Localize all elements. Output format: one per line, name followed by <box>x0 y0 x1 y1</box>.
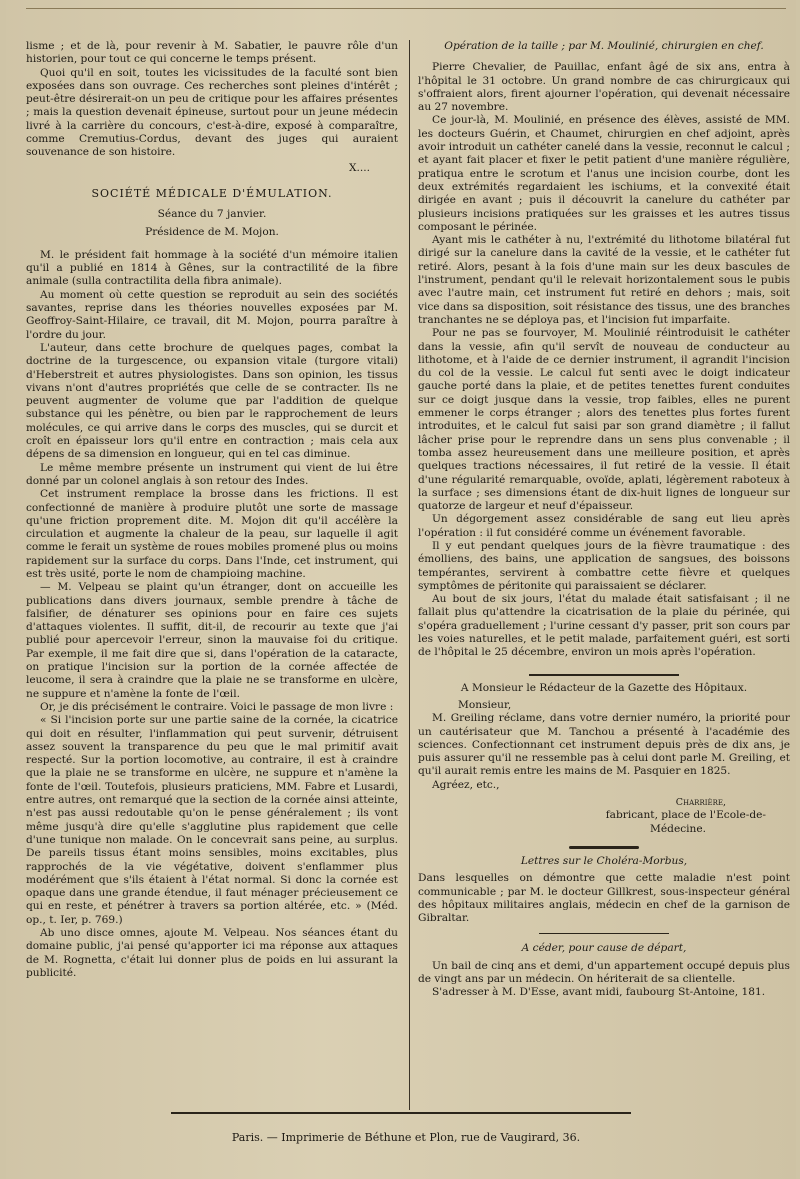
letter-body: M. Greiling réclame, dans votre dernier numéro, la priorité pour un cautérisateur que M. Tanchou a présenté à l'académie des sciences. Confectionnant cet instrument depuis près de dix ans, je puis assurer qu'il ne ressemble pas à celui dont parle M. Greiling, et qu'il aurait remis entre les mains de M. Pasquier en 1825. <box>418 712 790 778</box>
salutation: Monsieur, <box>458 698 512 711</box>
ad-address: S'adresser à M. D'Esse, avant midi, faubourg St-Antoine, 181. <box>432 986 766 999</box>
section-title: SOCIÉTÉ MÉDICALE D'ÉMULATION. <box>91 186 333 200</box>
paragraph: Quoi qu'il en soit, toutes les vicissitudes de la faculté sont bien exposées dans son ouvrage. Ces recherches sont pleines d'intérêt ; peut-être désirerait-on un peu de critique pour les affaires présentes ; mais la question devenait épineuse, surtout pour un jeune médecin livré à la carrière du concours, c'est-à-dire, exposé à comparaître, comme Cremutius-Cordus, devant des juges qui auraient souvenance de son histoire. <box>26 66 398 159</box>
section-rule <box>539 933 669 934</box>
paragraph: Il y eut pendant quelques jours de la fièvre traumatique : des émolliens, des bains, une application de sangsues, des boissons tempérantes, servirent à combattre cette fièvre et quelques symptômes de péritonite qui paraissaient se déclarer. <box>418 539 790 592</box>
paragraph: M. le président fait hommage à la société d'un mémoire italien qu'il a publié en 1814 à Gênes, sur la contractilité de la fibre animale (sulla contractilita della fibra animale). <box>26 248 398 288</box>
paragraph: Or, je dis précisément le contraire. Voici le passage de mon livre : <box>40 700 394 713</box>
signer-name: Charrière, <box>675 797 726 809</box>
paragraph: Pour ne pas se fourvoyer, M. Moulinié réintroduisit le cathéter dans la vessie, afin qu'il servît de nouveau de conducteur au lithotome, et à l'aide de ce dernier instrument, il agrandit l'incision du col de la vessie. Le calcul fut senti avec le doigt indicateur gauche porté dans la plaie, et de petites tenettes furent conduites sur ce doigt jusque dans la vessie, trop faibles, elles ne purent emmener le corps étranger ; alors des tenettes plus fortes furent introduites, et le calcul fut saisi par son grand diamètre ; il fallut lâcher prise pour le reprendre dans un sens plus convenable ; il tomba assez heureusement dans une meilleure position, et après quelques tractions nécessaires, il fut retiré de la vessie. Il était d'une régularité remarquable, ovoïde, aplati, légèrement raboteux à la surface ; ses dimensions étant de dix-huit lignes de longueur sur quatorze de largeur et neuf d'épaisseur. <box>418 327 790 513</box>
paragraph: Ce jour-là, M. Moulinié, en présence des élèves, assisté de MM. les docteurs Guérin, et Chaumet, chirurgien en chef adjoint, après avoir introduit un cathéter canelé dans la vessie, reconnut le calcul ; et ayant fait placer et fixer le petit patient d'une manière régulière, pratiqua entre le scrotum et l'anus une incision courbe, dont les deux extrémités regardaient les ischiums, et la convexité était dirigée en avant ; puis il découvrit la canelure du cathéter par plusieurs incisions pratiquées sur les graisses et les autres tissus composant le périnée. <box>418 114 790 233</box>
paragraph: Au moment où cette question se reproduit au sein des sociétés savantes, reprise dans les théories nouvelles exposées par M. Geoffroy-Saint-Hilaire, ce travail, dit M. Mojon, pourra paraître à l'ordre du jour. <box>26 288 398 341</box>
article-title: Opération de la taille ; par M. Moulinié, chirurgien en chef. <box>444 40 764 52</box>
closing: Agréez, etc., <box>432 778 500 791</box>
author-signature: X.... <box>348 161 370 174</box>
imprint-footer: Paris. — Imprimerie de Béthune et Plon, rue de Vaugirard, 36. <box>231 1131 581 1144</box>
paragraph: Un dégorgement assez considérable de sang eut lieu après l'opération : il fut considéré comme un événement favorable. <box>418 513 790 539</box>
paragraph: Ayant mis le cathéter à nu, l'extrémité du lithotome bilatéral fut dirigé sur la canelure dans la cavité de la vessie, et le cathéter fut retiré. Alors, pesant à la fois d'une main sur les deux bascules de l'instrument, pendant qu'il le relevait horizontalement sous le pubis avec l'autre main, cet instrument fut retiré en dehors ; mais, soit vice dans sa disposition, soit résistance des tissus, une des branches tranchantes ne se déploya pas, et l'incision fut imparfaite. <box>418 234 790 326</box>
newspaper-page <box>6 0 796 1179</box>
paragraph: lisme ; et de là, pour revenir à M. Sabatier, le pauvre rôle d'un historien, pour tout ce qui concerne le temps présent. <box>26 40 398 66</box>
signature-block <box>418 796 790 836</box>
paragraph: Cet instrument remplace la brosse dans les frictions. Il est confectionné de manière à produire plutôt une sorte de massage qu'une friction proprement dite. M. Mojon dit qu'il accélère la circulation et augmente la chaleur de la peau, sur laquelle il agit comme le ferait un système de roues mobiles promené plus ou moins rapidement sur la surface du corps. Dans l'Inde, cet instrument, qui est très usité, porte le nom de champioing machine. <box>26 488 398 580</box>
paragraph: Au bout de six jours, l'état du malade était satisfaisant ; il ne fallait plus qu'attendre la cicatrisation de la plaie du périnée, qui s'opéra graduellement ; l'urine cessant d'y passer, prit son cours par les voies naturelles, et le petit malade, parfaitement guéri, est sorti de l'hôpital le 25 décembre, environ un mois après l'opération. <box>418 593 790 659</box>
paragraph: Pierre Chevalier, de Pauillac, enfant âgé de six ans, entra à l'hôpital le 31 octobre. Un grand nombre de cas chirurgicaux qui s'offraient alors, firent ajourner l'opération, qui devenait nécessaire au 27 novembre. <box>418 61 790 114</box>
paragraph: L'auteur, dans cette brochure de quelques pages, combat la doctrine de la turgescence, ou expansion vitale (turgore vitali) d'Heberstreit et autres physiologistes. Dans son opinion, les tissus vivans n'ont d'autres propriétés que celle de se contracter. Ils ne peuvent augmenter de volume que par l'addition de quelque substance qui les pénètre, ou bien par le rapprochement de leurs molécules, ce qui arrive dans le corps des muscles, qui se durcit et croît en épaisseur lors qu'il entre en contraction ; mais cela aux dépens de sa dimension en longueur, qui en tel cas diminue. <box>26 341 398 461</box>
left-column <box>26 40 398 980</box>
session-date: Séance du 7 janvier. <box>157 208 267 221</box>
presidency: Présidence de M. Mojon. <box>145 225 279 238</box>
book-description: Dans lesquelles on démontre que cette maladie n'est point communicable ; par M. le docteur Gillkrest, sous-inspecteur général des hôpitaux militaires anglais, médecin en chef de la garnison de Gibraltar. <box>418 872 790 925</box>
right-column <box>418 40 790 1000</box>
paragraph: Ab uno disce omnes, ajoute M. Velpeau. Nos séances étant du domaine public, j'ai pensé qu'apporter ici ma réponse aux attaques de M. Rognetta, c'était lui donner plus de poids en lui assurant la publicité. <box>26 927 398 979</box>
footer-rule <box>171 1112 631 1114</box>
section-rule <box>569 846 639 849</box>
signer-line: Médecine. <box>650 822 706 835</box>
quoted-passage: « Si l'incision porte sur une partie saine de la cornée, la cicatrice qui doit en résulter, l'inflammation qui peut survenir, détruisent assez souvent la transparence du peu que le mal primitif avait respecté. Sur la portion locomotive, au contraire, il est à craindre que la plaie ne se transforme en ulcère, ne suppure et n'amène la fonte de l'œil. Toutefois, plusieurs praticiens, MM. Fabre et Lusardi, entre autres, ont remarqué que la section de la cornée ainsi atteinte, n'est pas aussi redoutable qu'on le pense généralement ; ils vont même jusqu'à dire qu'elle s'agglutine plus rapidement que celle d'une tunique non malade. On le concevrait sans peine, au surplus. De pareils tissus étant moins sensibles, moins excitables, plus rapprochés de la vie végétative, doivent s'enflammer plus modérément que s'ils étaient à l'état normal. Si donc la cornée est opaque dans une grande étendue, il faut ménager précieusement ce qui en reste, et pénétrer à travers sa portion altérée, etc. » (Méd. op., t. Ier, p. 769.) <box>26 714 398 926</box>
book-title: Lettres sur le Choléra-Morbus, <box>520 854 688 867</box>
paragraph: Le même membre présente un instrument qui vient de lui être donné par un colonel anglais à son retour des Indes. <box>26 461 398 487</box>
section-rule <box>529 674 679 676</box>
ad-body: Un bail de cinq ans et demi, d'un appartement occupé depuis plus de vingt ans par un médecin. On hériterait de sa clientelle. <box>418 959 790 985</box>
ad-title: A céder, pour cause de départ, <box>521 942 687 955</box>
letter-heading: A Monsieur le Rédacteur de la Gazette des Hôpitaux. <box>460 681 748 694</box>
top-rule <box>26 8 786 9</box>
signer-line: fabricant, place de l'Ecole-de- <box>605 809 766 822</box>
paragraph: — M. Velpeau se plaint qu'un étranger, dont on accueille les publications dans divers journaux, semble prendre à tâche de falsifier, de dénaturer ses opinions pour en faire ces sujets d'attaques violentes. Il suffit, dit-il, de recourir au texte que j'ai publié pour apercevoir l'erreur, sinon la mauvaise foi du critique. Par exemple, il me fait dire que si, dans l'opération de la cataracte, on pratique l'incision sur la portion de la cornée affectée de leucome, il sera à craindre que la plaie ne se transforme en ulcère, ne suppure et n'amène la fonte de l'œil. <box>26 581 398 700</box>
column-divider <box>409 40 410 1110</box>
